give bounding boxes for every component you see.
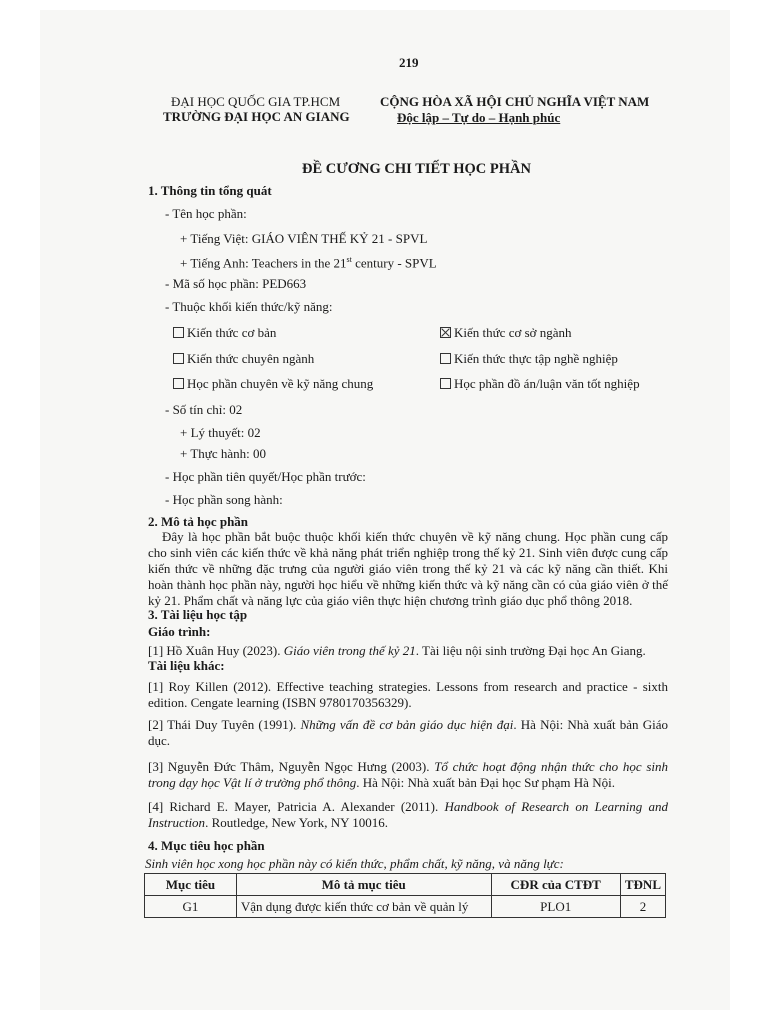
textbook-ref: [1] Hồ Xuân Huy (2023). Giáo viên trong thế kỷ 21. Tài liệu nội sinh trường Đại học An Giang. — [148, 643, 646, 658]
english-name-sup: st — [346, 255, 352, 264]
objectives-intro: Sinh viên học xong học phần này có kiến thức, phẩm chất, kỹ năng, và năng lực: — [145, 856, 564, 871]
english-name-prefix: + Tiếng Anh: Teachers in the 21 — [180, 255, 347, 271]
option-foundation-knowledge[interactable]: Kiến thức cơ sở ngành — [440, 325, 572, 341]
column-header: TĐNL — [620, 874, 665, 896]
checkbox-icon — [440, 353, 451, 364]
reference-4: [4] Richard E. Mayer, Patricia A. Alexander (2011). Handbook of Research on Learning and Instruction. Routledge, New York, NY 10016. — [148, 799, 668, 830]
page-number: 219 — [399, 55, 419, 70]
option-thesis[interactable]: Học phần đồ án/luận văn tốt nghiệp — [440, 376, 640, 392]
prerequisite: - Học phần tiên quyết/Học phần trước: — [165, 469, 366, 484]
checked-checkbox-icon — [440, 327, 451, 338]
course-name-english — [180, 255, 437, 271]
credits: - Số tín chỉ: 02 — [165, 402, 243, 417]
table-row — [145, 896, 666, 918]
section-2-heading: 2. Mô tả học phần — [148, 514, 249, 529]
option-basic-knowledge[interactable]: Kiến thức cơ bản — [173, 325, 276, 341]
table-header-row — [145, 874, 666, 896]
course-description: Đây là học phần bắt buộc thuộc khối kiến thức chuyên về kỹ năng chung. Học phần cung cấp cho sinh viên các kiến thức về khả năng phát triển nghiệp trong thế kỷ 21. Sinh viên được cung cấp kiến thức về những đặc trưng của người giáo viên trong thế kỷ 21 và các kỹ năng cần thiết. Khi hoàn thành học phần này, người học hiểu về những kiến thức và kỹ năng cần có của giáo viên ở thế kỷ 21. Phẩm chất và năng lực của giáo viên thực hiện chương trình giáo dục phổ thông 2018. — [148, 529, 668, 608]
theory-credits: + Lý thuyết: 02 — [180, 425, 261, 440]
table-cell: Vận dụng được kiến thức cơ bản về quản lý — [236, 896, 491, 918]
reference-2: [2] Thái Duy Tuyên (1991). Những vấn đề cơ bản giáo dục hiện đại. Hà Nội: Nhà xuất bản Giáo dục. — [148, 717, 668, 748]
motto: Độc lập – Tự do – Hạnh phúc — [397, 110, 561, 125]
option-specialized-knowledge[interactable]: Kiến thức chuyên ngành — [173, 351, 314, 367]
section-1-heading: 1. Thông tin tổng quát — [148, 183, 272, 198]
english-name-suffix: century - SPVL — [351, 255, 437, 271]
section-3-heading: 3. Tài liệu học tập — [148, 607, 248, 622]
table-cell: G1 — [145, 896, 237, 918]
option-internship-knowledge[interactable]: Kiến thức thực tập nghề nghiệp — [440, 351, 618, 367]
other-references-label: Tài liệu khác: — [148, 658, 225, 673]
option-general-skills[interactable]: Học phần chuyên về kỹ năng chung — [173, 376, 373, 392]
column-header: CĐR của CTĐT — [491, 874, 620, 896]
checkbox-icon — [173, 353, 184, 364]
column-header: Mô tả mục tiêu — [236, 874, 491, 896]
course-name-vietnamese: + Tiếng Việt: GIÁO VIÊN THẾ KỶ 21 - SPVL — [180, 231, 428, 246]
checkbox-icon — [440, 378, 451, 389]
document-title: ĐỀ CƯƠNG CHI TIẾT HỌC PHẦN — [302, 161, 531, 177]
university-name: ĐẠI HỌC QUỐC GIA TP.HCM — [171, 94, 341, 109]
section-4-heading: 4. Mục tiêu học phần — [148, 838, 265, 853]
reference-1: [1] Roy Killen (2012). Effective teaching strategies. Lessons from research and practice - sixth edition. Cengate learning (ISBN 9780170356329). — [148, 679, 668, 710]
knowledge-block-label: - Thuộc khối kiến thức/kỹ năng: — [165, 299, 333, 314]
checkbox-icon — [173, 378, 184, 389]
school-name: TRƯỜNG ĐẠI HỌC AN GIANG — [163, 109, 350, 124]
practice-credits: + Thực hành: 00 — [180, 446, 266, 461]
country-header: CỘNG HÒA XÃ HỘI CHỦ NGHĨA VIỆT NAM — [380, 94, 650, 109]
column-header: Mục tiêu — [145, 874, 237, 896]
reference-3: [3] Nguyễn Đức Thâm, Nguyễn Ngọc Hưng (2003). Tổ chức hoạt động nhận thức cho học sinh trong dạy học Vật lí ở trường phổ thông. Hà Nội: Nhà xuất bản Đại học Sư phạm Hà Nội. — [148, 759, 668, 790]
table-cell: PLO1 — [491, 896, 620, 918]
course-code: - Mã số học phần: PED663 — [165, 276, 307, 291]
table-cell: 2 — [620, 896, 665, 918]
objectives-table — [144, 873, 666, 918]
parallel-course: - Học phần song hành: — [165, 492, 283, 507]
checkbox-icon — [173, 327, 184, 338]
textbook-label: Giáo trình: — [148, 624, 211, 639]
course-name-label: - Tên học phần: — [165, 206, 247, 221]
